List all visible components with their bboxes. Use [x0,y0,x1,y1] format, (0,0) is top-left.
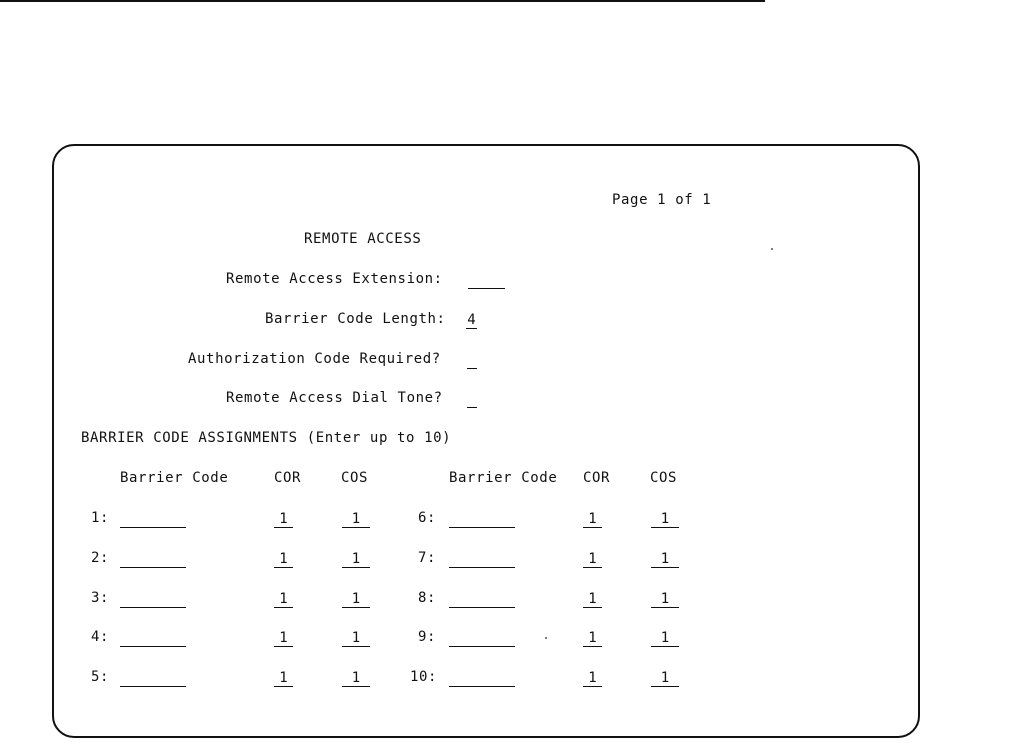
cos-field[interactable]: 1 [342,591,370,608]
row-label: 9: [418,629,437,645]
cor-field[interactable]: 1 [274,670,293,687]
cor-field[interactable]: 1 [274,511,293,528]
row-label: 10: [410,669,438,685]
remote-access-extension-field[interactable] [468,272,505,289]
barrier-code-assignments-heading: BARRIER CODE ASSIGNMENTS (Enter up to 10) [81,430,452,446]
cor-field[interactable]: 1 [583,630,602,647]
column-header-cor: COR [274,470,302,486]
remote-access-extension-label: Remote Access Extension: [226,271,443,287]
cos-field[interactable]: 1 [342,511,370,528]
row-label: 5: [91,669,110,685]
scan-speck [771,248,773,250]
barrier-code-field[interactable] [449,551,515,568]
row-label: 4: [91,629,110,645]
row-label: 6: [418,510,437,526]
remote-access-dial-tone-field[interactable] [467,391,477,408]
cor-field[interactable]: 1 [583,670,602,687]
cos-field[interactable]: 1 [651,591,679,608]
barrier-code-field[interactable] [120,511,186,528]
column-header-cos: COS [650,470,678,486]
barrier-code-field[interactable] [449,511,515,528]
column-header-barrier-code: Barrier Code [449,470,558,486]
cos-field[interactable]: 1 [651,511,679,528]
cor-field[interactable]: 1 [583,591,602,608]
cos-field[interactable]: 1 [342,670,370,687]
authorization-code-required-field[interactable] [467,352,477,369]
cor-field[interactable]: 1 [583,511,602,528]
cor-field[interactable]: 1 [583,551,602,568]
row-label: 3: [91,590,110,606]
authorization-code-required-label: Authorization Code Required? [188,351,441,367]
form-title: REMOTE ACCESS [304,231,422,247]
barrier-code-field[interactable] [449,630,515,647]
cos-field[interactable]: 1 [651,630,679,647]
row-label: 7: [418,550,437,566]
cos-field[interactable]: 1 [651,670,679,687]
row-label: 2: [91,550,110,566]
cor-field[interactable]: 1 [274,630,293,647]
scan-speck [545,637,547,639]
cos-field[interactable]: 1 [342,551,370,568]
cor-field[interactable]: 1 [274,591,293,608]
column-header-barrier-code: Barrier Code [120,470,229,486]
cos-field[interactable]: 1 [342,630,370,647]
barrier-code-field[interactable] [120,591,186,608]
row-label: 1: [91,510,110,526]
remote-access-dial-tone-label: Remote Access Dial Tone? [226,390,443,406]
page-indicator: Page 1 of 1 [612,192,712,208]
barrier-code-field[interactable] [120,551,186,568]
cor-field[interactable]: 1 [274,551,293,568]
barrier-code-length-label: Barrier Code Length: [265,311,446,327]
barrier-code-length-field[interactable]: 4 [467,312,476,328]
barrier-code-field[interactable] [449,670,515,687]
row-label: 8: [418,590,437,606]
barrier-code-field[interactable] [120,630,186,647]
barrier-code-field[interactable] [449,591,515,608]
column-header-cor: COR [583,470,611,486]
top-rule [0,0,765,2]
cos-field[interactable]: 1 [651,551,679,568]
barrier-code-field[interactable] [120,670,186,687]
column-header-cos: COS [341,470,369,486]
